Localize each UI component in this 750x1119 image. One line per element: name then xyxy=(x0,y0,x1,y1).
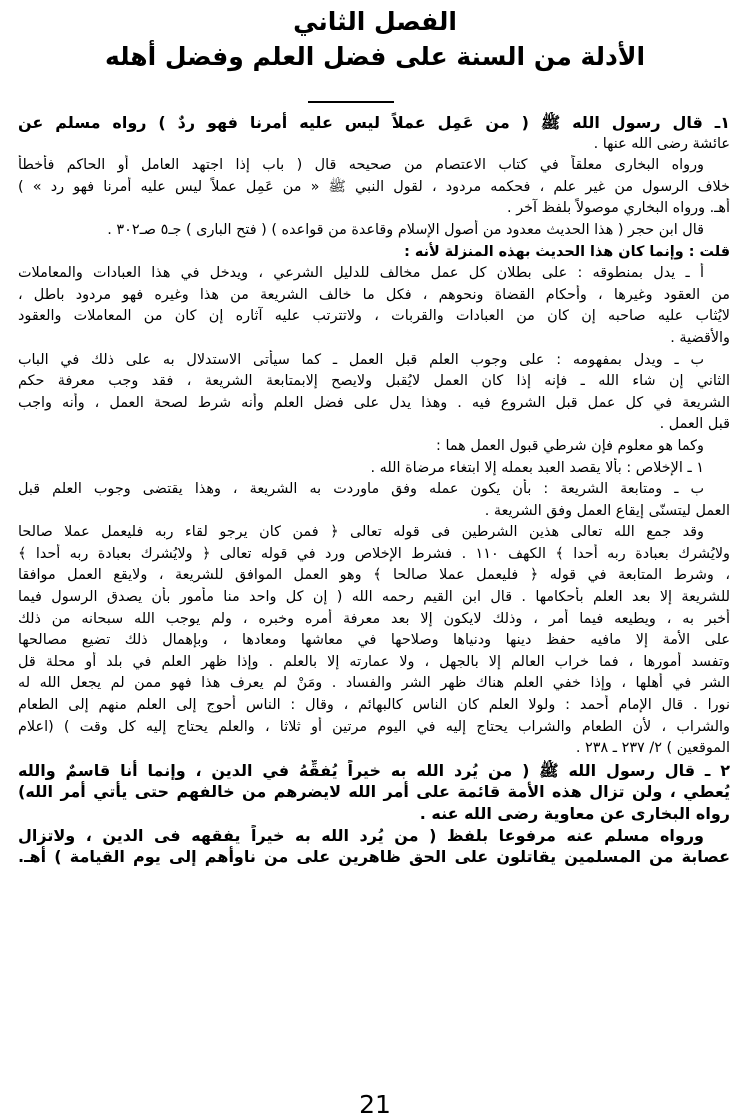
body-text xyxy=(18,112,730,868)
text-line: ب ـ ومتابعة الشريعة : بأن يكون عمله وفق ماوردت به الشريعة ، وهذا يقتضى وجوب العلم قبل xyxy=(18,481,704,498)
text-line: ١ـ قال رسول الله ﷺ ( من عَمِل عملاً ليس عليه أمرنا فهو ردٌ ) رواه مسلم عن xyxy=(18,113,730,132)
text-line: ، وشرط المتابعة في قوله ﴿ فليعمل عملا صالحا ﴾ وهو العمل الموافق للشريعة ، ولايقع العمل موافقا xyxy=(18,567,730,584)
text-line: الشر في أهلها ، وإذا خفي العلم هناك ظهر الشر والفساد . ومَنْ لم يعرف هذا فهو ممن لم يجعل الله له xyxy=(18,675,730,692)
text-line: قبل العمل . xyxy=(659,416,730,433)
text-line: وكما هو معلوم فإن شرطي قبول العمل هما : xyxy=(436,437,704,454)
title-divider xyxy=(308,101,394,103)
text-line: ورواه البخارى معلقاً في كتاب الاعتصام من صحيحه قال ( باب إذا اجتهد العامل أو الحاكم فأخطأ xyxy=(18,157,704,174)
text-line: والشراب ، لأن الطعام والشراب يحتاج إليه في اليوم مرتين أو ثلاثا ، والعلم يحتاج إليه كل وقت ) (اعلام xyxy=(18,718,730,735)
text-line: الشريعة في كل عمل قبل الشروع فيه . وهذا يدل على فضل العلم وأنه شرط لصحة العمل ، وأنه واجب xyxy=(18,394,730,411)
text-line: رواه البخارى عن معاوية رضى الله عنه . xyxy=(419,804,730,823)
chapter-title: الفصل الثاني xyxy=(293,7,457,36)
text-line: نورا . قال الإمام أحمد : ولولا العلم كان الناس كالبهائم ، وقال : الناس أحوج إلى العلم منهم إلى الطعام xyxy=(18,697,730,714)
text-line: أخبر به ، ويطيعه فيما أمر ، وذلك لايكون إلا بعد معرفة أمره وخبره ، ولم يوجب الله سبحانه من ذلك xyxy=(18,610,730,627)
text-line: قال ابن حجر ( هذا الحديث معدود من أصول الإسلام وقاعدة من قواعده ) ( فتح البارى ) جـ٥ صـ٣٠٢ . xyxy=(107,221,704,238)
text-line: وتفسد أمورها ، فما خراب العالم إلا بالجهل ، ولا عمارته إلا بالعلم . وإذا ظهر العلم في بلد أو محلة قل xyxy=(18,653,730,670)
text-line: عصابة من المسلمين يقاتلون على الحق ظاهرين على من ناوأهم إلى يوم القيامة ) أهـ. xyxy=(18,847,730,867)
text-line: ورواه مسلم عنه مرفوعا بلفظ ( من يُرد الله به خيراً يفقهه فى الدين ، ولاتزال xyxy=(18,825,704,845)
text-line: خلاف الرسول من غير علم ، فحكمه مردود ، لقول النبي ﷺ « من عَمِل عملاً ليس عليه أمرنا فهو رد » ) xyxy=(18,178,730,195)
text-line: للشريعة إلا بعد العلم بأحكامها . قال ابن القيم رحمه الله ( إن كل واحد منا مأمور بأن يصدق الرسول فيما xyxy=(18,589,730,606)
text-line: ٢ ـ قال رسول الله ﷺ ( من يُرد الله به خيراً يُفقِّهُ في الدين ، وإنما أنا قاسمٌ والله xyxy=(18,760,730,780)
text-line: الثاني إن شاء الله ـ فإنه إذا كان العمل لايُقبل ولايصح إلابمتابعة الشريعة ، فقد وجب معرفة حكم xyxy=(18,373,730,390)
text-line: العمل ليتسنّى إيقاع العمل وفق الشريعة . xyxy=(484,502,730,519)
text-line: على الأمة إلا مافيه حفظ دينها ودنياها وصلاحها في معاشها ومعادها ، وبإهمال ذلك تضيع مصالحها xyxy=(18,632,730,649)
text-line: الموقعين ) ٢/ ٢٣٧ ـ ٢٣٨ . xyxy=(575,740,730,757)
text-line: وقد جمع الله تعالى هذين الشرطين فى قوله تعالى ﴿ فمن كان يرجو لقاء ربه فليعمل عملا صالحا xyxy=(18,524,704,541)
text-line: ١ ـ الإخلاص : بألا يقصد العبد بعمله إلا ابتغاء مرضاة الله . xyxy=(370,459,704,476)
text-line: أهـ. ورواه البخاري موصولاً بلفظ آخر . xyxy=(507,200,730,217)
text-line: من العقود وغيرها ، وأحكام القضاة ونحوهم ، فكل ما خالف الشريعة من هذا وغيره فهو مردود باطل ، xyxy=(18,286,730,303)
text-line: ولايُشرك بعبادة ربه أحدا ﴾ الكهف ١١٠ . فشرط الإخلاص ورد في قوله تعالى ﴿ ولايُشرك بعبادة ربه أحدا ﴾ xyxy=(18,545,730,562)
text-line: أ ـ يدل بمنطوقه : على بطلان كل عمل مخالف للدليل الشرعي ، ويدخل في هذا العبادات والمعاملات xyxy=(18,265,704,282)
text-line: عائشة رضى الله عنها . xyxy=(593,135,730,152)
text-line: قلت : وإنما كان هذا الحديث بهذه المنزلة لأنه : xyxy=(404,243,730,260)
text-line: والأقضية . xyxy=(670,329,730,346)
chapter-subtitle: الأدلة من السنة على فضل العلم وفضل أهله xyxy=(104,42,646,71)
page-number: 21 xyxy=(359,1090,391,1119)
text-line: لايُثاب عليه صاحبه إن كان من العبادات والقربات ، ولاتترتب عليه آثاره إن كان من المعاملات والعقود xyxy=(18,308,730,325)
text-line: يُعطي ، ولن تزال هذه الأمة قائمة على أمر الله لايضرهم من خالفهم حتى يأتي أمر الله) xyxy=(18,782,730,802)
text-line: ب ـ ويدل بمفهومه : على وجوب العلم قبل العمل ـ كما سيأتى الاستدلال به على ذلك في الباب xyxy=(18,351,704,368)
